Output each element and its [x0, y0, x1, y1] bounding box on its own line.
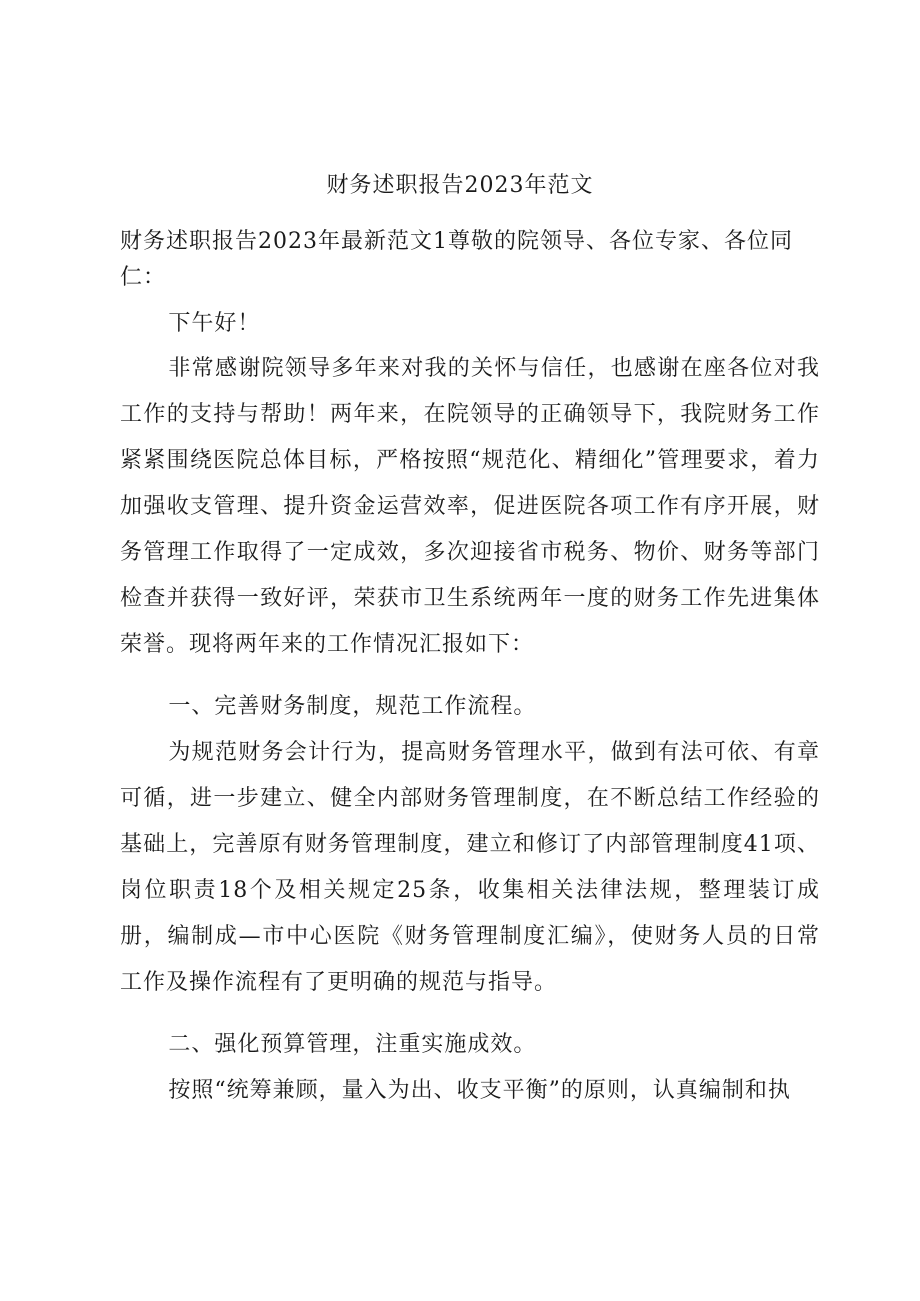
- paragraph-block-3: [120, 1068, 820, 1114]
- section-heading-2-block: [120, 1022, 820, 1068]
- paragraph: 非常感谢院领导多年来对我的关怀与信任，也感谢在座各位对我工作的支持与帮助！两年来，在院领导的正确领导下，我院财务工作紧紧围绕医院总体目标，严格按照“规范化、精细化”管理要求，着力加强收支管理、提升资金运营效率，促进医院各项工作有序开展，财务管理工作取得了一定成效，多次迎接省市税务、物价、财务等部门检查并获得一致好评，荣获市卫生系统两年一度的财务工作先进集体荣誉。现将两年来的工作情况汇报如下：: [120, 356, 820, 657]
- paragraph: 按照“统筹兼顾，量入为出、收支平衡”的原则，认真编制和执: [168, 1078, 791, 1103]
- document-subtitle: 财务述职报告2023年最新范文1尊敬的院领导、各位专家、各位同仁：: [120, 229, 793, 290]
- paragraph-block-2: [120, 730, 820, 1006]
- section-heading-1-block: [120, 684, 820, 730]
- section-heading: 一、完善财务制度，规范工作流程。: [168, 694, 537, 719]
- greeting-block: [120, 301, 820, 347]
- document-title: 财务述职报告2023年范文: [326, 173, 594, 198]
- paragraph: 为规范财务会计行为，提高财务管理水平，做到有法可依、有章可循，进一步建立、健全内部财务管理制度，在不断总结工作经验的基础上，完善原有财务管理制度，建立和修订了内部管理制度41项、岗位职责18个及相关规定25条，收集相关法律法规，整理装订成册，编制成—市中心医院《财务管理制度汇编》，使财务人员的日常工作及操作流程有了更明确的规范与指导。: [120, 740, 820, 995]
- paragraph-block-1: [120, 346, 820, 668]
- greeting: 下午好！: [168, 311, 261, 336]
- section-heading: 二、强化预算管理，注重实施成效。: [168, 1032, 537, 1057]
